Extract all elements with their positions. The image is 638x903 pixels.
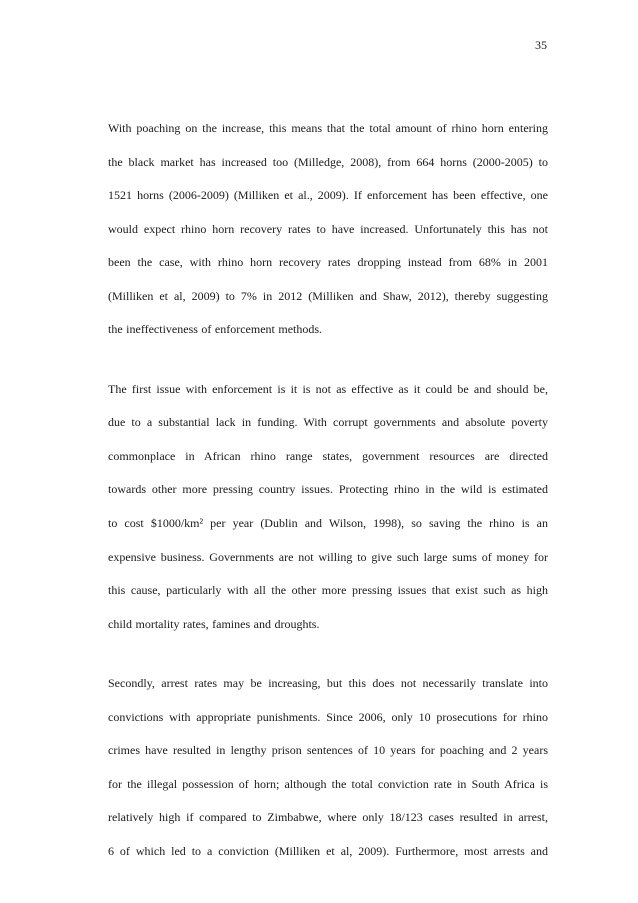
text-line: due to a substantial lack in funding. With corrupt governments and absolute poverty xyxy=(108,415,548,430)
text-line: crimes have resulted in lengthy prison sentences of 10 years for poaching and 2 years xyxy=(108,743,548,758)
text-line: to cost $1000/km² per year (Dublin and Wilson, 1998), so saving the rhino is an xyxy=(108,516,548,531)
text-line: relatively high if compared to Zimbabwe, where only 18/123 cases resulted in arrest, xyxy=(108,810,548,825)
body-text xyxy=(108,116,548,898)
text-line: 1521 horns (2006-2009) (Milliken et al., 2009). If enforcement has been effective, one xyxy=(108,188,548,203)
text-line: for the illegal possession of horn; although the total conviction rate in South Africa is xyxy=(108,776,548,791)
text-line: 6 of which led to a conviction (Milliken et al, 2009). Furthermore, most arrests and xyxy=(108,843,548,858)
text-line: would expect rhino horn recovery rates to have increased. Unfortunately this has not xyxy=(108,221,548,236)
text-line: The first issue with enforcement is it is not as effective as it could be and should be, xyxy=(108,381,548,396)
text-line: the ineffectiveness of enforcement methods. xyxy=(108,322,323,337)
text-line: (Milliken et al, 2009) to 7% in 2012 (Milliken and Shaw, 2012), thereby suggesting xyxy=(108,288,548,303)
paragraph-3 xyxy=(108,671,548,872)
text-line: convictions with appropriate punishments. Since 2006, only 10 prosecutions for rhino xyxy=(108,709,548,724)
page-number: 35 xyxy=(535,38,547,52)
text-line: child mortality rates, famines and droughts. xyxy=(108,616,320,631)
text-line: this cause, particularly with all the other more pressing issues that exist such as high xyxy=(108,583,548,598)
text-line: the black market has increased too (Milledge, 2008), from 664 horns (2000-2005) to xyxy=(108,154,548,169)
text-line: towards other more pressing country issues. Protecting rhino in the wild is estimated xyxy=(108,482,548,497)
text-line: commonplace in African rhino range states, government resources are directed xyxy=(108,448,548,463)
text-line: expensive business. Governments are not willing to give such large sums of money for xyxy=(108,549,548,564)
paragraph-2 xyxy=(108,377,548,645)
text-line: Secondly, arrest rates may be increasing, but this does not necessarily translate into xyxy=(108,676,548,691)
paragraph-1 xyxy=(108,116,548,351)
text-line: With poaching on the increase, this means that the total amount of rhino horn entering xyxy=(108,121,548,135)
text-line: been the case, with rhino horn recovery rates dropping instead from 68% in 2001 xyxy=(108,255,548,270)
